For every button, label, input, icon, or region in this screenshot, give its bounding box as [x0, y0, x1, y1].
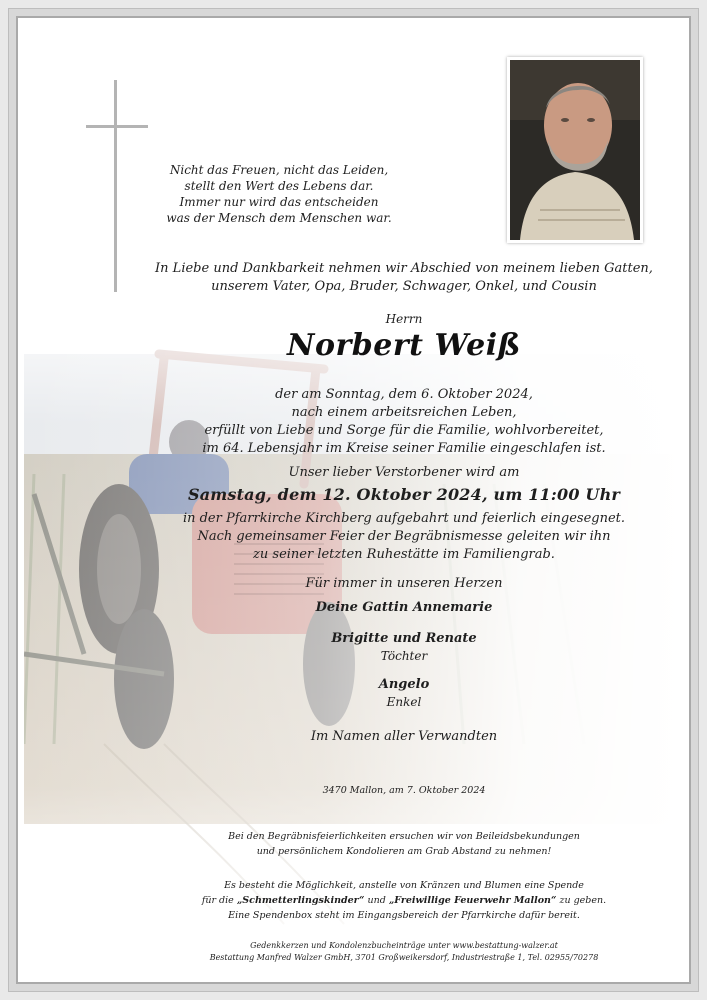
mourner-grandson: Angelo: [378, 677, 430, 692]
ceremony-line-2: Nach gemeinsamer Feier der Begräbnismesse geleiten wir ihn: [197, 529, 611, 544]
obituary-sheet: [24, 24, 683, 976]
place-date: 3470 Mallon, am 7. Oktober 2024: [322, 785, 486, 796]
donation-line-2: [134, 894, 674, 908]
intro-line-2: unserem Vater, Opa, Bruder, Schwager, Onkel, und Cousin: [211, 279, 597, 294]
footer-line-2: Bestattung Manfred Walzer GmbH, 3701 Großweikersdorf, Industriestraße 1, Tel. 02955/70278: [209, 953, 599, 962]
intro-line-1: In Liebe und Dankbarkeit nehmen wir Abschied von meinem lieben Gatten,: [155, 261, 653, 276]
ceremony-line-3: zu seiner letzten Ruhestätte im Familiengrab.: [253, 547, 555, 562]
poem-line-4: was der Mensch dem Menschen war.: [166, 211, 392, 225]
mourner-daughters: Brigitte und Renate: [331, 631, 477, 646]
bio-line-3: erfüllt von Liebe und Sorge für die Familie, wohlvorbereitet,: [204, 423, 604, 438]
forever-line: Für immer in unseren Herzen: [305, 576, 503, 591]
poem-line-2: stellt den Wert des Lebens dar.: [184, 179, 374, 193]
donation-text-c: zu geben.: [556, 895, 607, 906]
relation-daughters: Töchter: [380, 649, 428, 663]
mourner-wife: Deine Gattin Annemarie: [315, 600, 493, 615]
donation-text-a: für die: [201, 895, 237, 906]
donation-text-b: und: [364, 895, 389, 906]
salutation: Herrn: [385, 312, 423, 326]
ceremony-line-1: in der Pfarrkirche Kirchberg aufgebahrt und feierlich eingesegnet.: [182, 511, 626, 526]
poem-line-1: Nicht das Freuen, nicht das Leiden,: [169, 163, 389, 177]
condolence-line-2: und persönlichem Kondolieren am Grab Abstand zu nehmen!: [256, 846, 552, 857]
relatives-line: Im Namen aller Verwandten: [310, 729, 498, 744]
portrait-photo: [507, 57, 643, 243]
donation-line-1: Es besteht die Möglichkeit, anstelle von Kränzen und Blumen eine Spende: [224, 880, 584, 891]
deceased-name: Norbert Weiß: [287, 328, 521, 363]
beneficiary-2: „Freiwillige Feuerwehr Mallon“: [388, 895, 557, 906]
donation-line-3: Eine Spendenbox steht im Eingangsbereich der Pfarrkirche dafür bereit.: [228, 910, 580, 921]
bio-line-2: nach einem arbeitsreichen Leben,: [291, 405, 517, 420]
footer-line-1: Gedenkkerzen und Kondolenzbucheinträge unter www.bestattung-walzer.at: [250, 941, 558, 950]
bio-line-1: der am Sonntag, dem 6. Oktober 2024,: [275, 387, 533, 402]
announcement: Unser lieber Verstorbener wird am: [288, 465, 520, 480]
relation-grandson: Enkel: [386, 695, 422, 709]
beneficiary-1: „Schmetterlingskinder“: [236, 895, 365, 906]
poem-line-3: Immer nur wird das entscheiden: [179, 195, 379, 209]
bio-line-4: im 64. Lebensjahr im Kreise seiner Familie eingeschlafen ist.: [202, 441, 606, 456]
condolence-line-1: Bei den Begräbnisfeierlichkeiten ersuchen wir von Beileidsbekundungen: [228, 831, 580, 842]
ceremony-date: Samstag, dem 12. Oktober 2024, um 11:00 Uhr: [187, 485, 621, 504]
